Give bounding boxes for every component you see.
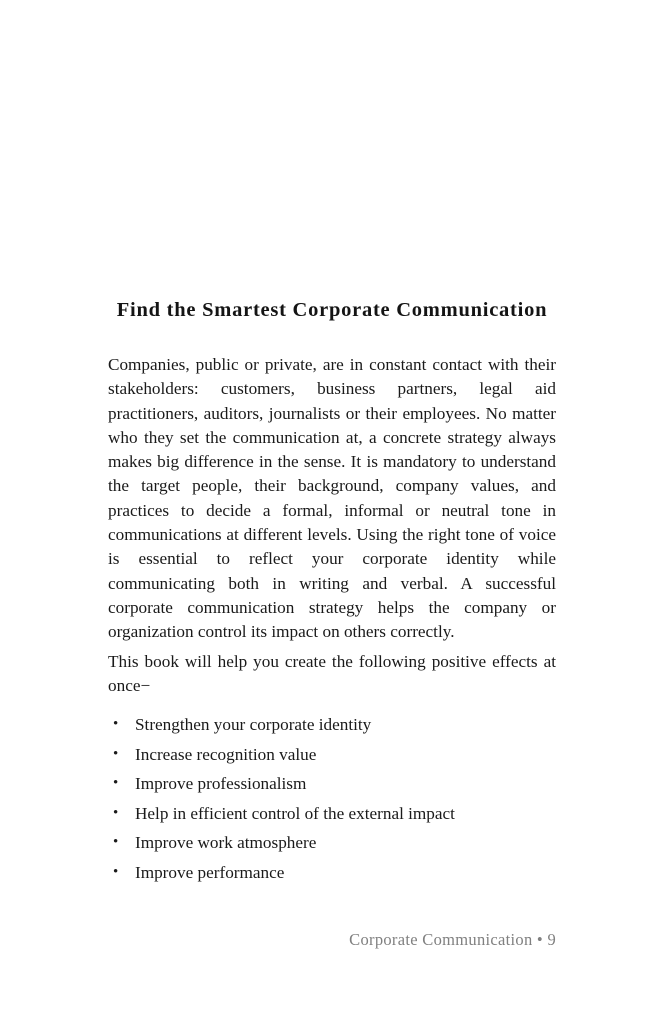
lead-in-paragraph: This book will help you create the following positive effects at once− <box>108 652 556 696</box>
bullet-icon: • <box>113 716 119 732</box>
list-item-label: Improve professionalism <box>135 774 307 793</box>
bullet-icon: • <box>113 804 119 821</box>
list-item-label: Improve work atmosphere <box>135 833 317 852</box>
list-item <box>108 858 556 888</box>
list-item <box>108 828 556 858</box>
bullet-icon: • <box>113 775 119 791</box>
list-item-label: Strengthen your corporate identity <box>135 715 372 734</box>
footer-separator-icon: • <box>532 930 548 949</box>
benefits-list <box>108 710 556 887</box>
footer-book-title: Corporate Communication <box>349 930 533 949</box>
list-item-label: Improve performance <box>135 862 285 882</box>
bullet-icon: • <box>113 834 119 850</box>
page-title: Find the Smartest Corporate Communication <box>116 299 548 321</box>
list-item <box>108 769 556 799</box>
page-footer <box>108 930 556 950</box>
list-item-label: Increase recognition value <box>135 744 317 764</box>
list-item <box>108 740 556 770</box>
list-item <box>108 710 556 740</box>
page-number: 9 <box>547 930 556 949</box>
bullet-icon: • <box>113 745 119 762</box>
bullet-icon: • <box>113 863 119 880</box>
intro-paragraph: Companies, public or private, are in constant contact with their stakeholders: customers, business partners, legal aid practitioners, auditors, journalists or their employees. No matter who they set the communication at, a concrete strategy always makes big difference in the sense. It is mandatory to understand the target people, their background, company values, and practices to decide a formal, informal or neutral tone in communications at different levels. Using the right tone of voice is essential to reflect your corporate identity while communicating both in writing and verbal. A successful corporate communication strategy helps the company or organization control its impact on others correctly. <box>108 355 556 642</box>
list-item <box>108 799 556 829</box>
list-item-label: Help in efficient control of the external impact <box>135 803 455 823</box>
